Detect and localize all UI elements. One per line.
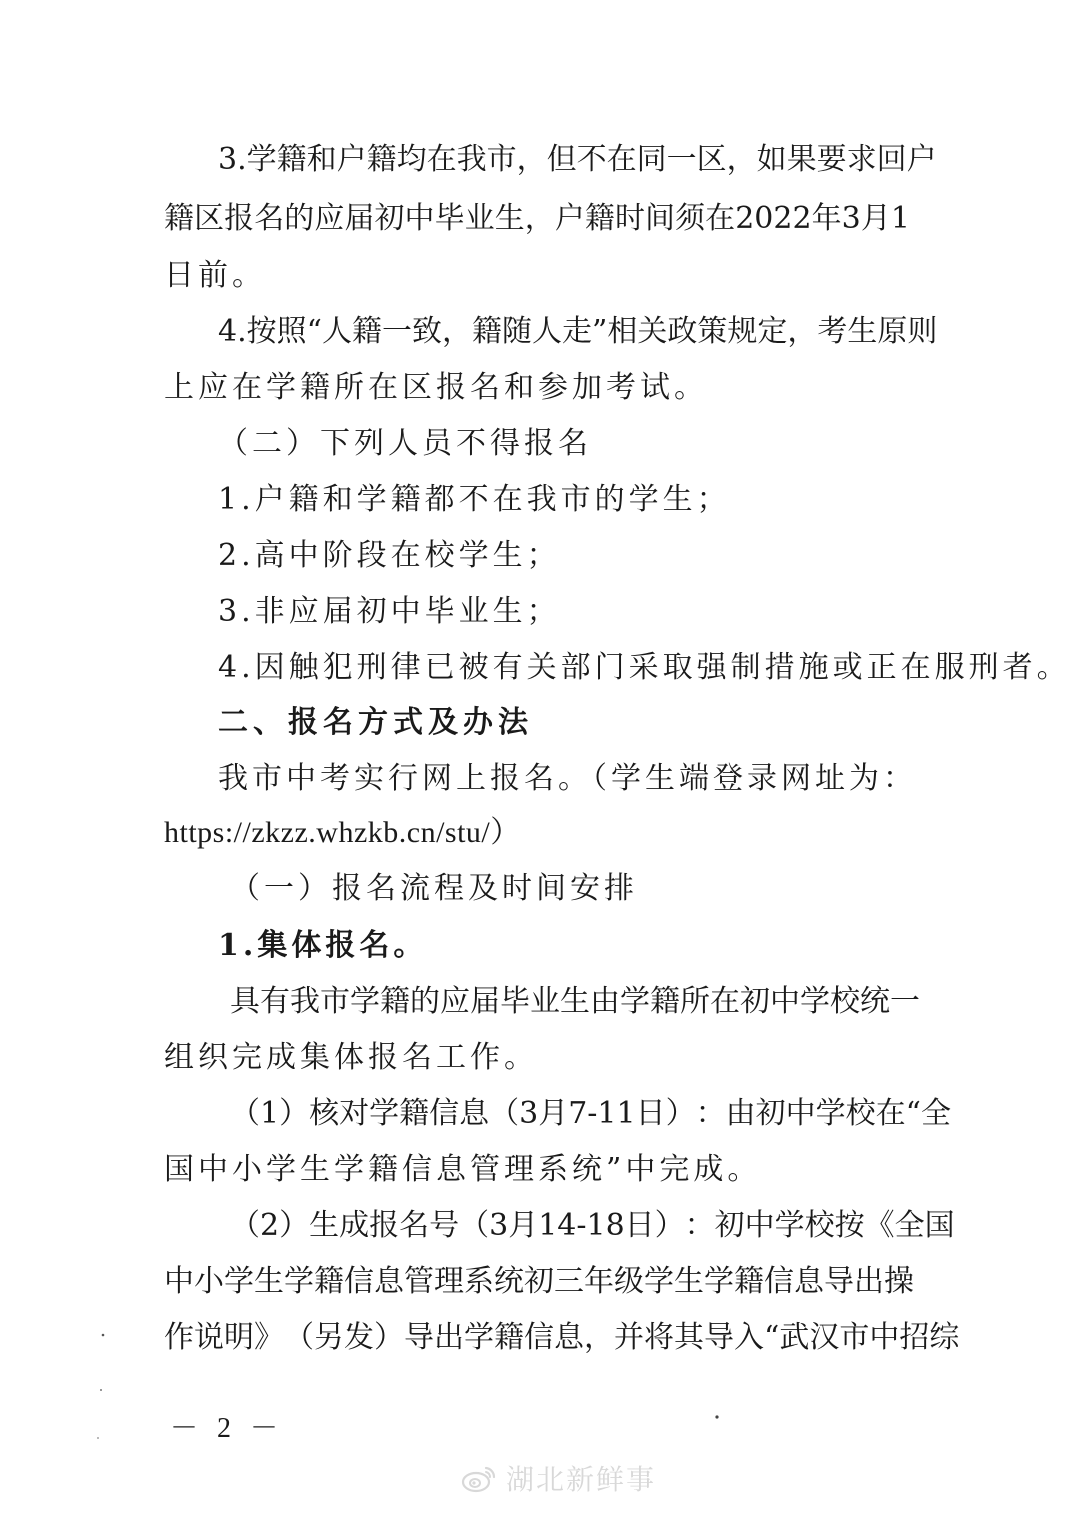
registration-url: https://zkzz.whzkb.cn/stu/） xyxy=(164,816,521,849)
collective-registration-heading: 1.集体报名。 xyxy=(218,928,428,963)
weibo-icon xyxy=(460,1462,498,1494)
subsection-heading-2: （二）下列人员不得报名 xyxy=(218,426,592,461)
list-item-4: 4.因触犯刑律已被有关部门采取强制措施或正在服刑者。 xyxy=(218,650,1071,685)
list-item-1: 1.户籍和学籍都不在我市的学生； xyxy=(218,482,731,517)
collective-paragraph-line-2: 组织完成集体报名工作。 xyxy=(164,1040,538,1075)
step-2-line-3: 作 说 明 》 （ 另 发 ） 导 出 学 籍 信 息 ， 并 将 其 导 入 “ 武 汉 市 中 招 综 xyxy=(164,1320,960,1355)
paragraph-item-3-line-3: 日前。 xyxy=(164,258,266,293)
section-heading-registration-method: 二、报名方式及办法 xyxy=(218,705,533,740)
step-2-line-2: 中 小 学 生 学 籍 信 息 管 理 系 统 初 三 年 级 学 生 学 籍 信 息 导 出 操 xyxy=(164,1264,914,1299)
list-item-2: 2.高中阶段在校学生； xyxy=(218,538,561,573)
paragraph-item-4-line-1: 4. 按 照 “ 人 籍 一 致 ， 籍 随 人 走 ” 相 关 政 策 规 定 ， 考 生 原 则 xyxy=(218,314,938,349)
page-number: － 2 － xyxy=(170,1413,285,1444)
watermark xyxy=(460,1458,656,1498)
paragraph-item-4-line-2: 上应在学籍所在区报名和参加考试。 xyxy=(164,370,708,405)
online-registration-line-1: 我市中考实行网上报名。（学生端登录网址为： xyxy=(218,761,917,796)
collective-paragraph-line-1: 具 有 我 市 学 籍 的 应 届 毕 业 生 由 学 籍 所 在 初 中 学 校 统 一 xyxy=(230,984,920,1019)
step-1-line-2: 国中小学生学籍信息管理系统”中完成。 xyxy=(164,1152,762,1187)
paragraph-item-3-line-1: 3. 学 籍 和 户 籍 均 在 我 市 ， 但 不 在 同 一 区 ， 如 果 要 求 回 户 xyxy=(218,142,937,177)
paragraph-item-3-line-2: 籍 区 报 名 的 应 届 初 中 毕 业 生 ， 户 籍 时 间 须 在 2022 年 3 月 1 xyxy=(164,201,910,236)
watermark-text: 湖北新鲜事 xyxy=(506,1463,657,1496)
step-2-line-1: （ 2 ） 生 成 报 名 号 （ 3 月 14-18 日 ） ： 初 中 学 校 按 《 全 国 xyxy=(230,1208,955,1243)
list-item-3: 3.非应届初中毕业生； xyxy=(218,594,561,629)
step-1-line-1: （ 1 ） 核 对 学 籍 信 息 （ 3 月 7-11 日 ） ： 由 初 中 学 校 在 “ 全 xyxy=(230,1096,951,1131)
subsection-heading-1: （一）报名流程及时间安排 xyxy=(230,871,638,906)
